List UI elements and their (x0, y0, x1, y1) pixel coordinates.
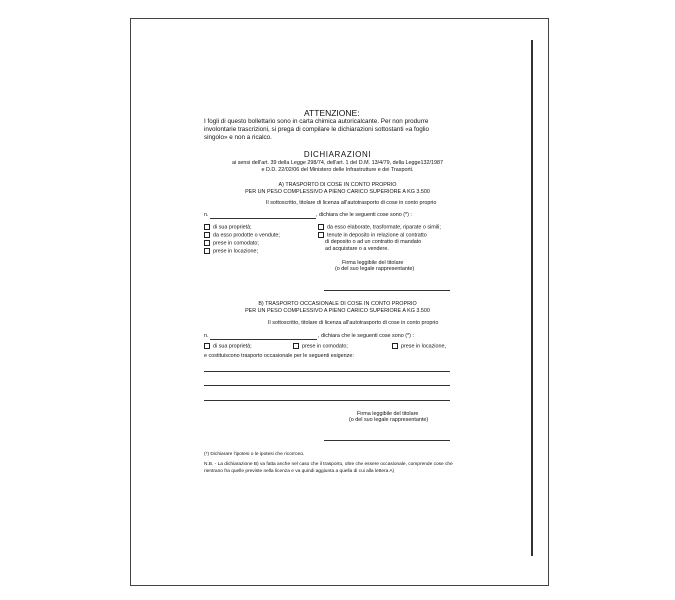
section-b-license-number-field[interactable] (210, 339, 317, 340)
section-a-option-deposit[interactable]: tenute in deposito in relazione al contratto (318, 232, 427, 238)
checkbox-icon (204, 248, 210, 254)
checkbox-icon (392, 343, 398, 349)
attention-text: I fogli di questo bollettario sono in carta chimica autoricalcante. Per non produrre involontarie trascrizioni, si prega di compilare le dichiarazioni sottostanti «a foglio singolo» e non a ricalco. (204, 118, 430, 141)
section-a-option-lease[interactable]: prese in locazione; (204, 248, 258, 254)
section-b-n-label: n. (204, 333, 209, 339)
section-a-title-line1: A) TRASPORTO DI COSE IN CONTO PROPRIO (278, 182, 397, 188)
section-a-option-own[interactable]: di sua proprietà; (204, 224, 252, 230)
checkbox-icon (204, 343, 210, 349)
checkbox-icon (204, 240, 210, 246)
attention-title: ATTENZIONE: (304, 108, 360, 118)
needs-line-1[interactable] (204, 371, 450, 372)
law-reference-line2: e D.D. 22/02/06 del Ministero delle Infrastrutture e dei Trasporti. (261, 167, 414, 173)
section-a-option-loan[interactable]: prese in comodato; (204, 240, 259, 246)
section-b-declares: , dichiara che le seguenti cose sono (*) : (318, 333, 414, 339)
law-reference-line1: ai sensi dell'art. 39 della Legge 298/74, dell'art. 1 del D.M. 13/4/79, della Legge132/1987 (232, 160, 443, 166)
section-a-signature-line[interactable] (324, 290, 450, 291)
section-b-signature-sublabel: (o del suo legale rappresentante) (349, 417, 429, 423)
section-a-signature-label: Firma leggibile del titolare (342, 260, 404, 266)
section-b-signer: Il sottoscritto, titolare di licenza all'autotrasporto di cose in conto proprio (268, 320, 439, 326)
needs-line-3[interactable] (204, 400, 450, 401)
section-a-license-number-field[interactable] (210, 218, 316, 219)
binding-line (531, 40, 533, 556)
section-a-option-produced[interactable]: da esso prodotte o vendute; (204, 232, 280, 238)
checkbox-icon (204, 224, 210, 230)
section-b-option-own[interactable]: di sua proprietà; (204, 343, 252, 349)
section-a-signer: Il sottoscritto, titolare di licenza all'autotrasporto di cose in conto proprio (266, 200, 437, 206)
footnote-nb: N.B. - La dichiarazione B) va fatta anche nel caso che il trasporto, oltre che essere occasionale, comprende cose che rientrano fra quelle previste nella licenza e va quindi aggiunta a quella di cui alla lettera A) (204, 462, 453, 474)
section-a-title-line2: PER UN PESO COMPLESSIVO A PIENO CARICO SUPERIORE A KG 3.500 (245, 189, 430, 195)
section-a-option-deposit-line3: ad acquistare o a vendere. (325, 246, 389, 252)
section-b-title-line1: B) TRASPORTO OCCASIONALE DI COSE IN CONTO PROPRIO (258, 301, 417, 307)
section-b-signature-label: Firma leggibile del titolare (357, 411, 419, 417)
section-a-option-processed[interactable]: da esso elaborate, trasformate, riparate o simili; (318, 224, 441, 230)
section-a-n-label: n. (204, 212, 209, 218)
section-b-signature-line[interactable] (324, 440, 450, 441)
declarations-title: DICHIARAZIONI (303, 150, 372, 159)
checkbox-icon (318, 224, 324, 230)
section-a-declares: , dichiara che le seguenti cose sono (*) : (316, 212, 412, 218)
section-b-option-lease[interactable]: prese in locazione, (392, 343, 446, 349)
section-b-title-line2: PER UN PESO COMPLESSIVO A PIENO CARICO SUPERIORE A KG 3.500 (245, 308, 430, 314)
checkbox-icon (318, 232, 324, 238)
checkbox-icon (293, 343, 299, 349)
checkbox-icon (204, 232, 210, 238)
section-a-option-deposit-line2: di deposito o ad un contratto di mandato (325, 239, 422, 245)
section-a-signature-sublabel: (o del suo legale rappresentante) (335, 266, 415, 272)
footnote-asterisk: (*) Dichiarare l'ipotesi o le ipotesi che ricorrono. (204, 452, 305, 457)
needs-line-2[interactable] (204, 385, 450, 386)
section-b-needs-label: e costituiscono trasporto occasionale per le seguenti esigenze: (204, 353, 354, 359)
section-b-option-loan[interactable]: prese in comodato; (293, 343, 348, 349)
